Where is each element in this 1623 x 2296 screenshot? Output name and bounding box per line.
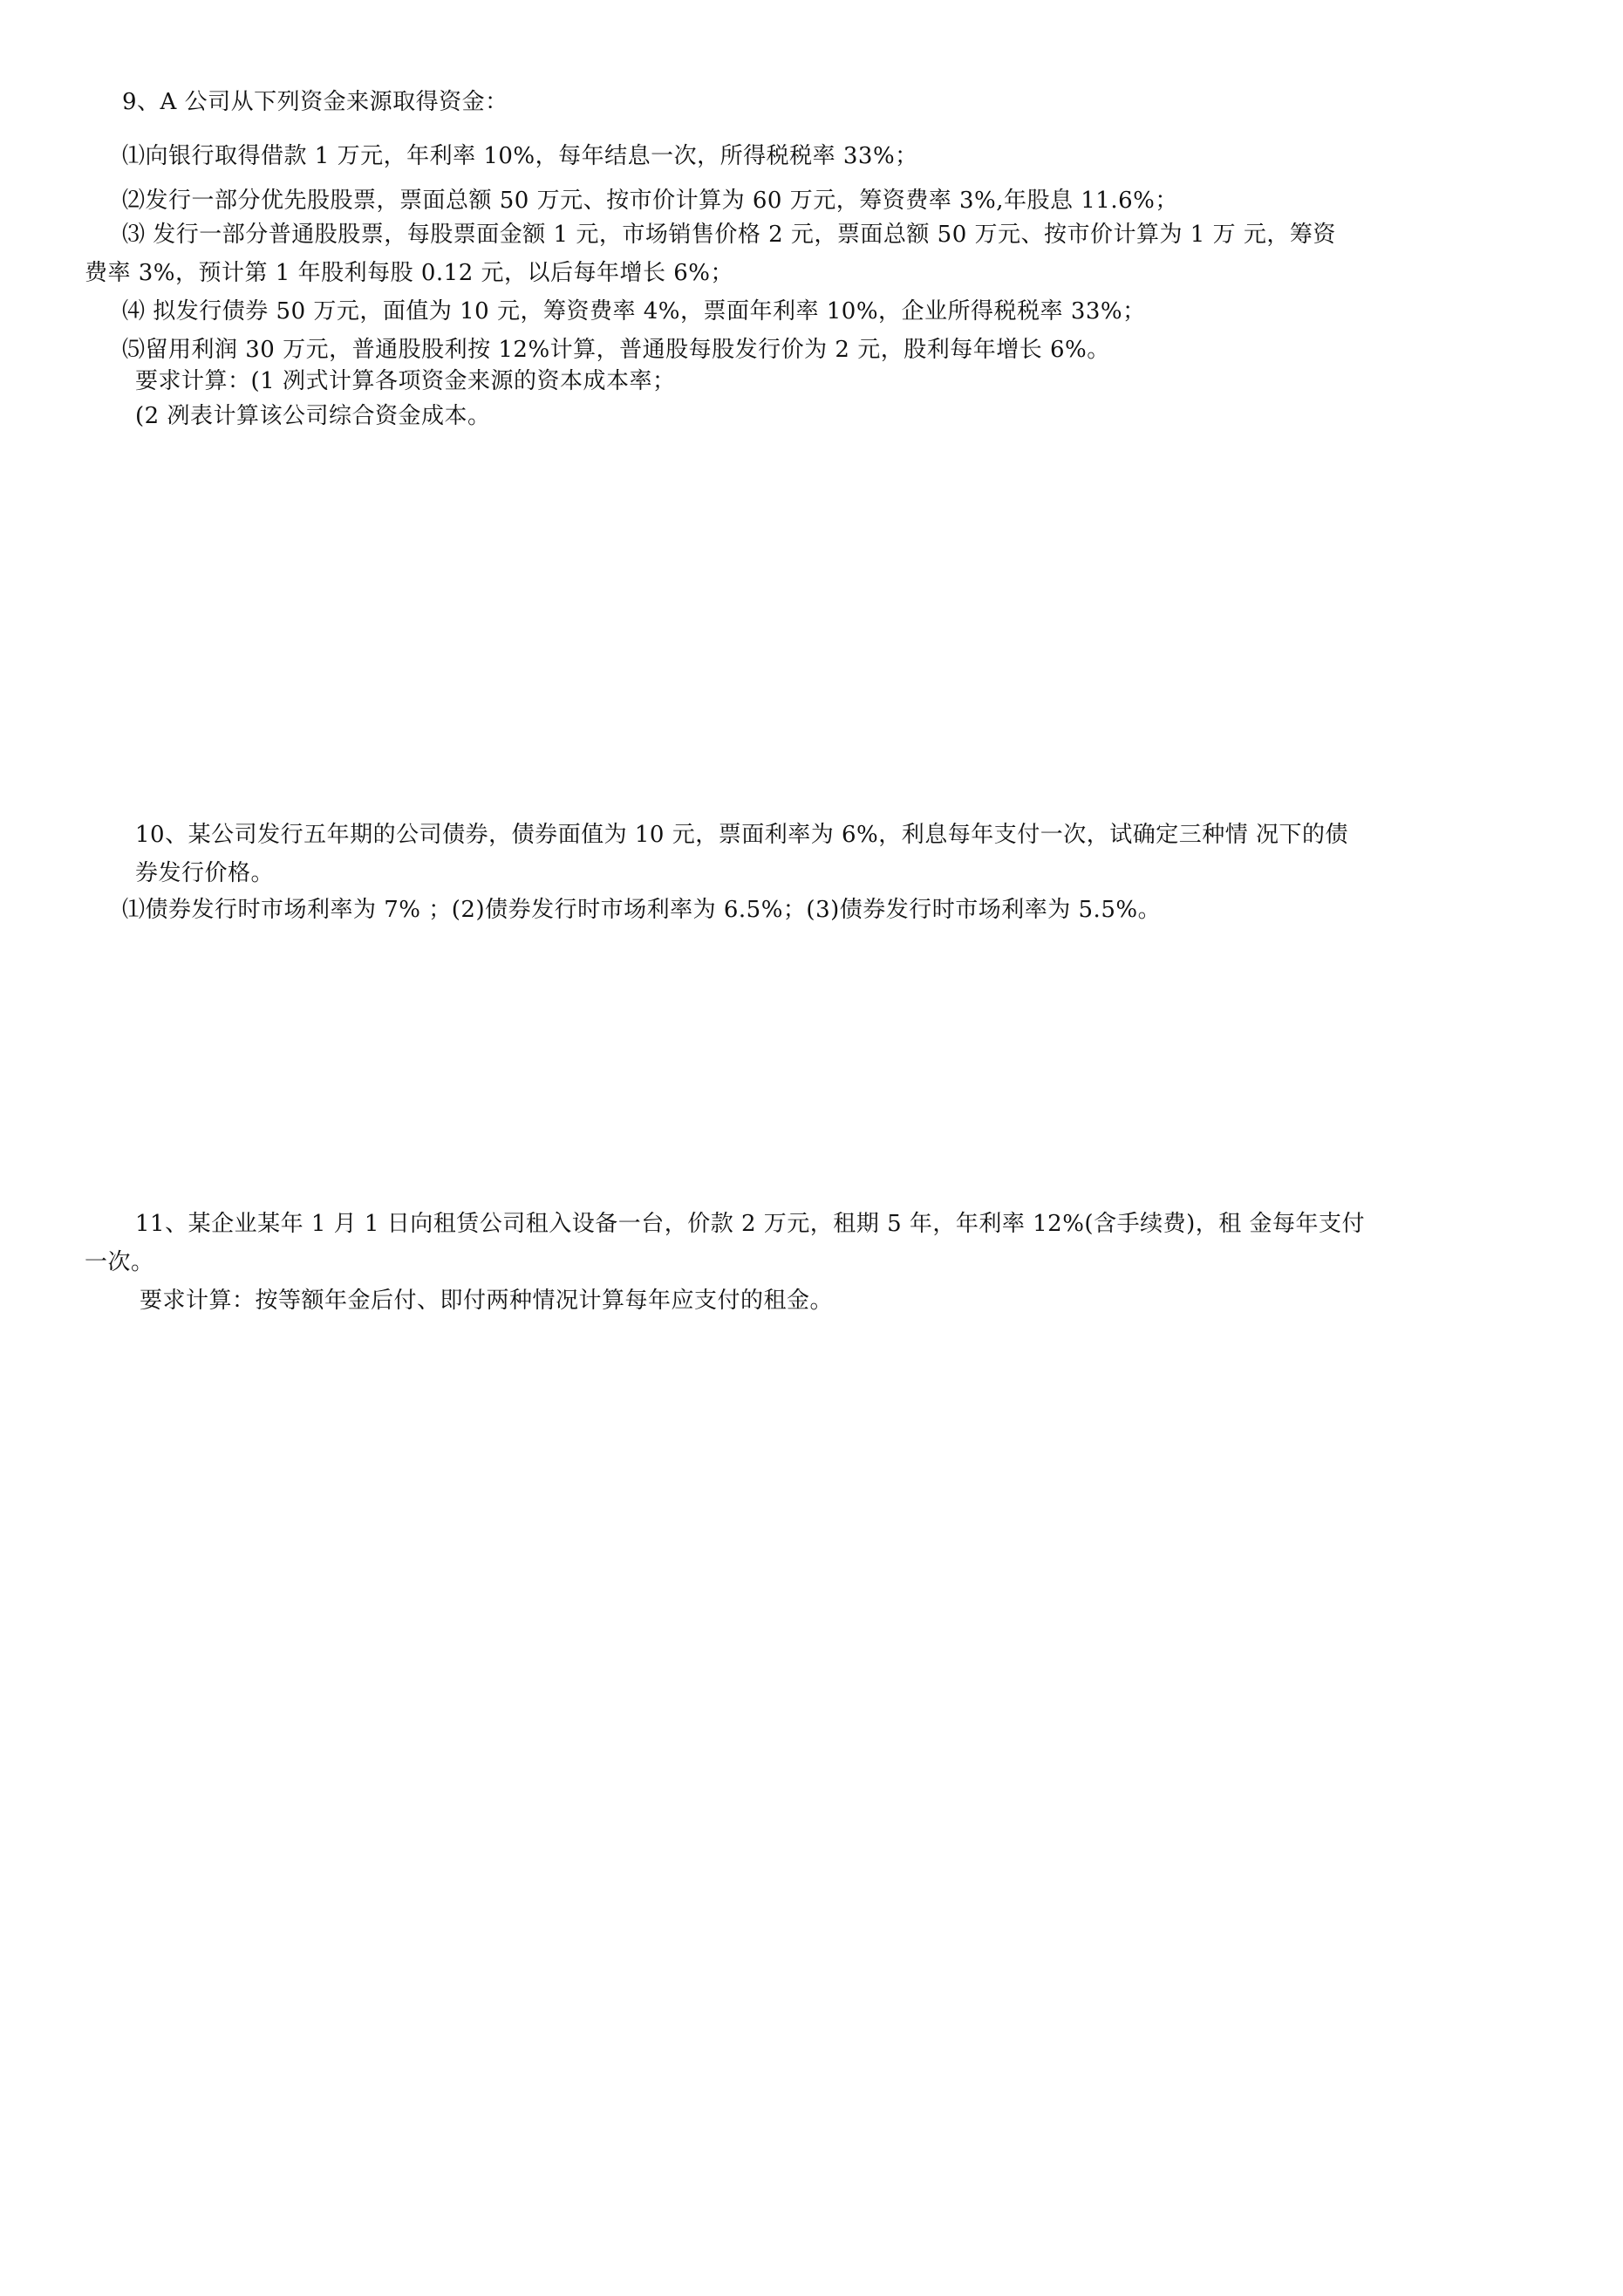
question-9-item-2: ⑵发行一部分优先股股票，票面总额 50 万元、按市价计算为 60 万元，筹资费率 3%,年股息 11.6%；: [122, 188, 1178, 214]
question-9-title: 9、A 公司从下列资金来源取得资金：: [122, 89, 508, 115]
question-11-line-2: 一次。: [85, 1249, 154, 1275]
question-9-requirement-1: 要求计算：(1 冽式计算各项资金来源的资本成本率；: [135, 368, 676, 394]
question-9-item-5: ⑸留用利润 30 万元，普通股股利按 12%计算，普通股每股发行价为 2 元，股利每年增长 6%。: [122, 337, 1110, 363]
question-9-item-4: ⑷ 拟发行债券 50 万元，面值为 10 元，筹资费率 4%，票面年利率 10%，企业所得税税率 33%；: [122, 298, 1146, 325]
question-11-line-3: 要求计算：按等额年金后付、即付两种情况计算每年应支付的租金。: [140, 1288, 834, 1314]
question-11-line-1: 11、某企业某年 1 月 1 日向租赁公司租入设备一台，价款 2 万元，租期 5 年，年利率 12%(含手续费)，租 金每年支付: [135, 1211, 1365, 1237]
question-9-item-3-line-2: 费率 3%，预计第 1 年股利每股 0.12 元，以后每年增长 6%；: [85, 260, 734, 286]
question-9-item-1: ⑴向银行取得借款 1 万元，年利率 10%，每年结息一次，所得税税率 33%；: [122, 143, 918, 169]
question-9-item-3-line-1: ⑶ 发行一部分普通股股票，每股票面金额 1 元，市场销售价格 2 元，票面总额 50 万元、按市价计算为 1 万 元，筹资: [122, 222, 1336, 248]
question-10-line-3: ⑴债券发行时市场利率为 7% ；(2)债券发行时市场利率为 6.5%；(3)债券发行时市场利率为 5.5%。: [122, 897, 1162, 923]
question-10-line-1: 10、某公司发行五年期的公司债券，债券面值为 10 元，票面利率为 6%，利息每年支付一次，试确定三种情 况下的债: [135, 822, 1348, 848]
question-9-requirement-2: (2 冽表计算该公司综合资金成本。: [135, 403, 491, 429]
question-10-line-2: 券发行价格。: [135, 860, 275, 886]
